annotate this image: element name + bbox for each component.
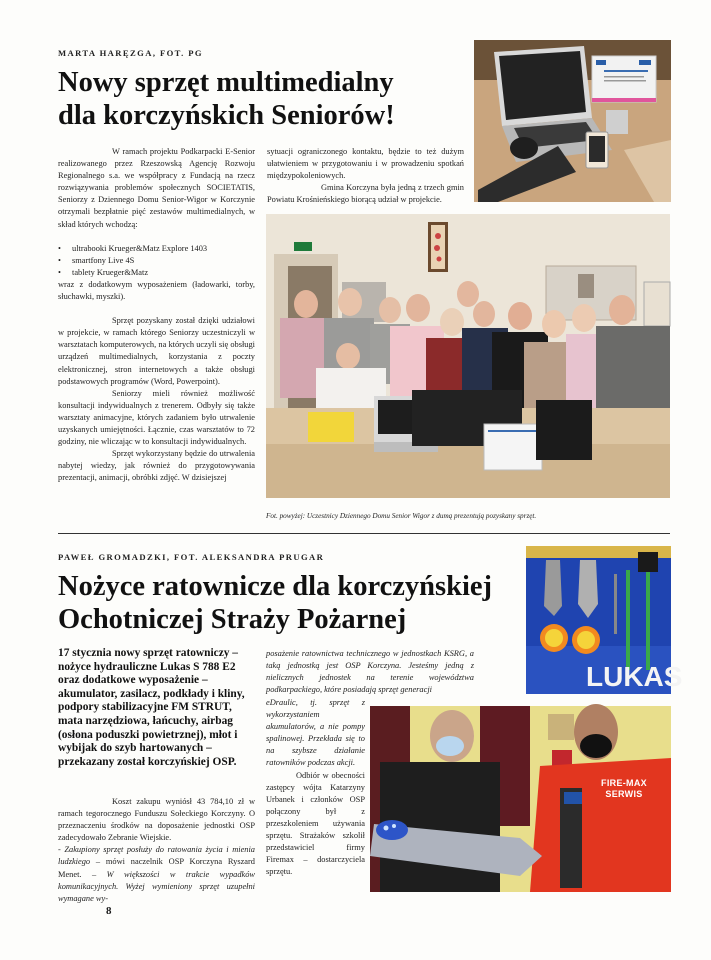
article1-paragraph: Seniorzy mieli również możliwość konsultacji indywidualnych z trenerem. Odbyły się także warsztaty animacyjne, których zadaniem było utrwalenie uzyskanych umiejętności. Łącznie, czas warsztatów to 72 godziny, nie wliczając w to konsultacji indywidualnych.	[58, 388, 255, 447]
lukas-label: LUKAS	[586, 661, 683, 692]
page-number: 8	[106, 905, 112, 917]
firemax-label: FIRE-MAX SERWIS	[601, 778, 647, 799]
photo-seniors-image	[266, 214, 670, 498]
equipment-list	[58, 243, 255, 279]
list-item: • tablety Krueger&Matz	[58, 267, 255, 279]
article2-paragraph: Koszt zakupu wyniósł 43 784,10 zł w ramach tegorocznego Funduszu Sołeckiego Korczyny. O przeznaczeniu środków na doposażenie jednostki OSP zadecydowało Zebranie Wiejskie.	[58, 797, 255, 843]
photo-firefighters	[370, 706, 671, 892]
photo-rescue-tools	[526, 546, 683, 694]
article1-paragraph: Sprzęt wykorzystany będzie do utrwalenia nabytej wiedzy, jak również do przygotowywania prezentacji, animacji, obróbki zdjęć. W dzisiejszej	[58, 449, 255, 483]
article1-title-line1: Nowy sprzęt multimedialny	[58, 67, 394, 98]
article1-paragraph: W ramach projektu Podkarpacki E-Senior realizowanego przez Rzeszowską Agencję Rozwoju Regionalnego s.a. we współpracy z Fundacją na rzecz rozwiązywania problemów społecznych SOCIETATIS, Seniorzy z Dziennego Domu Senior-Wigor w Korczynie otrzymali bezpłatnie pięć zestawów multimedialnych, w skład których wchodzą:	[58, 147, 255, 229]
list-item: • smartfony Live 4S	[58, 255, 255, 267]
article1-caption: Fot. powyżej: Uczestnicy Dziennego Domu Senior Wigor z dumą prezentują pozyskany sprzęt.	[266, 512, 537, 520]
article2-column1	[58, 796, 255, 905]
article2-quote-continued: posażenie ratownictwa technicznego w jednostkach KSRG, a taką jednostką jest OSP Korczyna. Jesteśmy jedną z nielicznych jednostek na terenie województwa podkarpackiego, które posiadają sprzęt generacji	[266, 649, 474, 695]
article1-title	[58, 66, 458, 132]
article1-column1	[58, 146, 255, 484]
quote-italic: W większości w trakcie wypadków komunikacyjnych. Wyżej wymieniony sprzęt uzupełni wymagane wy-	[58, 869, 255, 903]
exit-sign-icon	[294, 242, 312, 251]
article1-byline: MARTA HARĘZGA, FOT. PG	[58, 48, 204, 58]
article-divider	[58, 533, 670, 534]
photo-equipment-image	[474, 40, 671, 202]
article2-lead: 17 stycznia nowy sprzęt ratowniczy – nożyce hydrauliczne Lukas S 788 E2 oraz dodatkowe wyposażenie – akumulator, zasilacz, podkłady i kliny, podpory stabilizacyjne FM STRUT, mata narzędziowa, łańcuchy, airbag (osłona poduszki powietrznej), młot i wybijak do szyb hartowanych – przekazany został korczyńskiej OSP.	[58, 647, 245, 768]
article1-paragraph: wraz z dodatkowym wyposażeniem (ładowarki, torby, słuchawki, myszki).	[58, 279, 255, 302]
article1-column2	[267, 146, 464, 206]
article2-title-line2: Ochotniczej Straży Pożarnej	[58, 604, 407, 635]
list-item: • ultrabooki Krueger&Matz Explore 1403	[58, 243, 255, 255]
article2-title-line1: Nożyce ratownicze dla korczyńskiej	[58, 571, 492, 602]
quote-attribution: – mówi naczelnik OSP Korczyna Ryszard Menet. –	[58, 857, 255, 879]
article2-column2-top	[266, 648, 474, 696]
article1-paragraph: sytuacji ograniczonego kontaktu, będzie to też dużym ułatwieniem w przygotowaniu i w prowadzeniu spotkań międzypokoleniowych.	[267, 147, 464, 181]
article2-byline: PAWEŁ GROMADZKI, FOT. ALEKSANDRA PRUGAR	[58, 552, 325, 562]
photo-seniors-group	[266, 214, 670, 498]
photo-equipment	[474, 40, 671, 202]
quote-italic: - Zakupiony sprzęt posłuży do ratowania życia i mienia ludzkiego	[58, 845, 255, 867]
article1-title-line2: dla korczyńskich Seniorów!	[58, 100, 395, 131]
article1-paragraph: Gmina Korczyna była jedną z trzech gmin Powiatu Krośnieńskiego biorącą udział w projekcie.	[267, 183, 464, 205]
article2-quote	[58, 844, 255, 904]
article2-quote-continued: eDraulic, tj. sprzęt z wykorzystaniem akumulatorów, a nie pompy spalinowej. Przekłada się to na szybsze działanie ratowników podczas akcji.	[266, 698, 365, 768]
photo-rescue-tools-image	[526, 546, 683, 694]
article2-title	[58, 570, 528, 636]
article2-column2-narrow	[266, 697, 365, 878]
article2-paragraph: Odbiór w obecności zastępcy wójta Katarzyny Urbanek i członków OSP połączony był z przeszkoleniem używania sprzętu. Strażaków szkolił przedstawiciel firmy Firemax – dostarczyciela sprzętu.	[266, 770, 365, 877]
article1-paragraph: Sprzęt pozyskany został dzięki udziałowi w projekcie, w ramach którego Seniorzy uczestniczyli w warsztatach komputerowych, na których uczyli się obsługi urządzeń multimedialnych, korzystania z poczty elektronicznej, stron internetowych a także obsługi podstawowych programów (Word, Powerpoint).	[58, 316, 255, 386]
